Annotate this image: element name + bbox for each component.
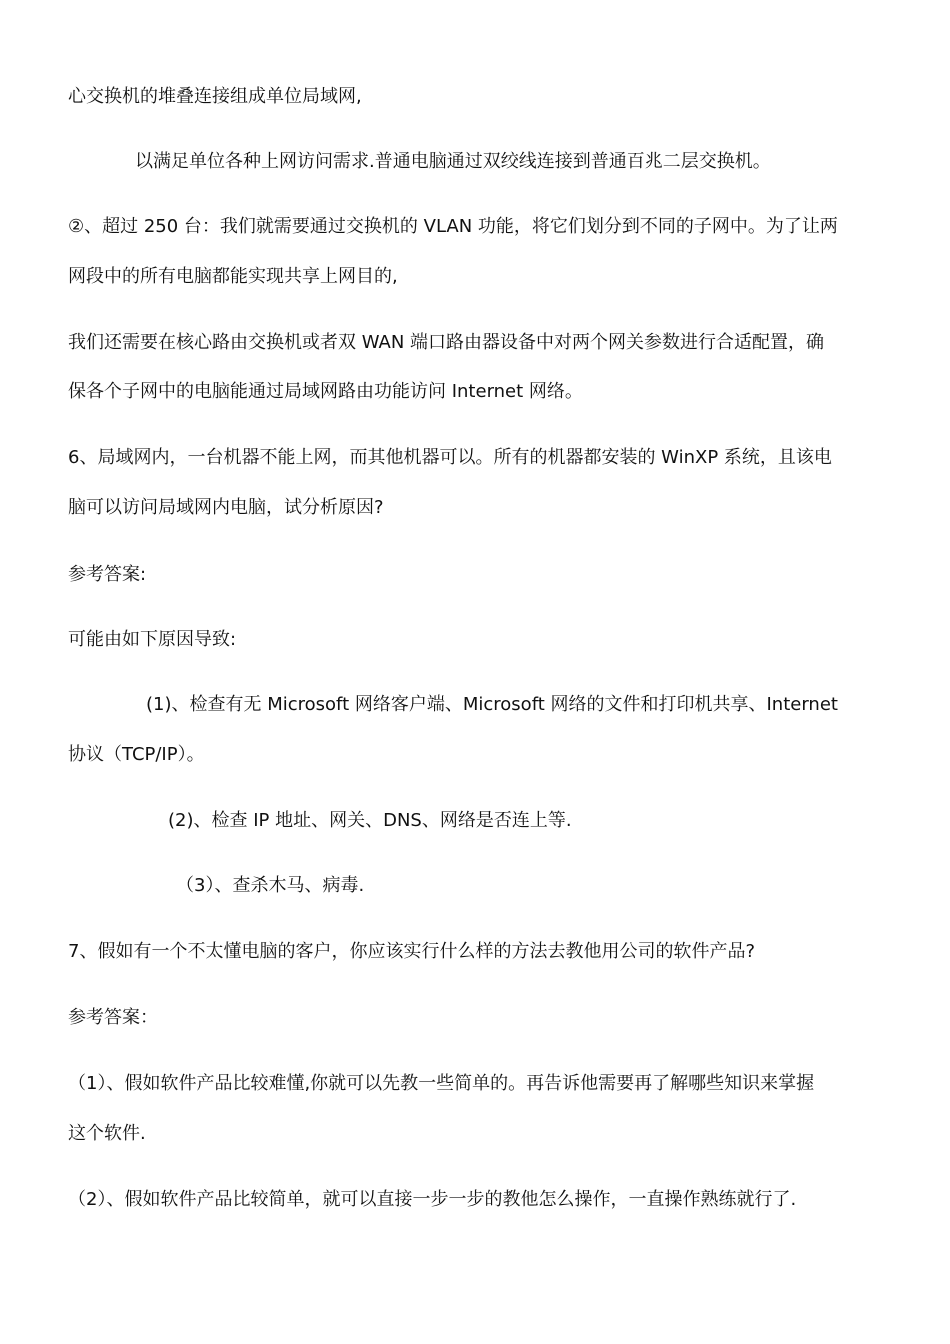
answer-intro: 可能由如下原因导致: <box>68 629 237 650</box>
answer-7-item-2: （2）、假如软件产品比较简单，就可以直接一步一步的教他怎么操作，一直操作熟练就行了. <box>68 1189 797 1210</box>
answer-7-item-1: （1）、假如软件产品比较难懂,你就可以先教一些简单的。再告诉他需要再了解哪些知识来掌握 <box>68 1073 815 1094</box>
text-line-6: 保各个子网中的电脑能通过局域网路由功能访问 Internet 网络。 <box>68 381 583 402</box>
question-7-heading: 7、假如有一个不太懂电脑的客户，你应该实行什么样的方法去教他用公司的软件产品? <box>68 941 756 962</box>
answer-label-7: 参考答案： <box>68 1007 158 1028</box>
text-line-5: 我们还需要在核心路由交换机或者双 WAN 端口路由器设备中对两个网关参数进行合适配置，确 <box>68 332 825 353</box>
question-6-heading: 6、局域网内，一台机器不能上网，而其他机器可以。所有的机器都安装的 WinXP 系统，且该电 <box>68 447 832 468</box>
answer-6-item-1-cont: 协议（TCP/IP）。 <box>68 744 205 765</box>
answer-label-6: 参考答案: <box>68 564 147 585</box>
question-6-heading-cont: 脑可以访问局域网内电脑，试分析原因? <box>68 497 384 518</box>
text-line-1: 心交换机的堆叠连接组成单位局域网, <box>68 86 362 107</box>
answer-7-item-1-cont: 这个软件. <box>68 1123 146 1144</box>
text-line-4: 网段中的所有电脑都能实现共享上网目的, <box>68 266 398 287</box>
text-line-3: ②、超过 250 台：我们就需要通过交换机的 VLAN 功能，将它们划分到不同的子网中。为了让两 <box>68 216 838 237</box>
text-line-2: 以满足单位各种上网访问需求.普通电脑通过双绞线连接到普通百兆二层交换机。 <box>135 151 771 172</box>
answer-6-item-2: (2)、检查 IP 地址、网关、DNS、网络是否连上等. <box>168 810 572 831</box>
answer-6-item-1: (1)、检查有无 Microsoft 网络客户端、Microsoft 网络的文件和打印机共享、Internet <box>146 694 838 715</box>
answer-6-item-3: （3）、查杀木马、病毒. <box>176 875 365 896</box>
